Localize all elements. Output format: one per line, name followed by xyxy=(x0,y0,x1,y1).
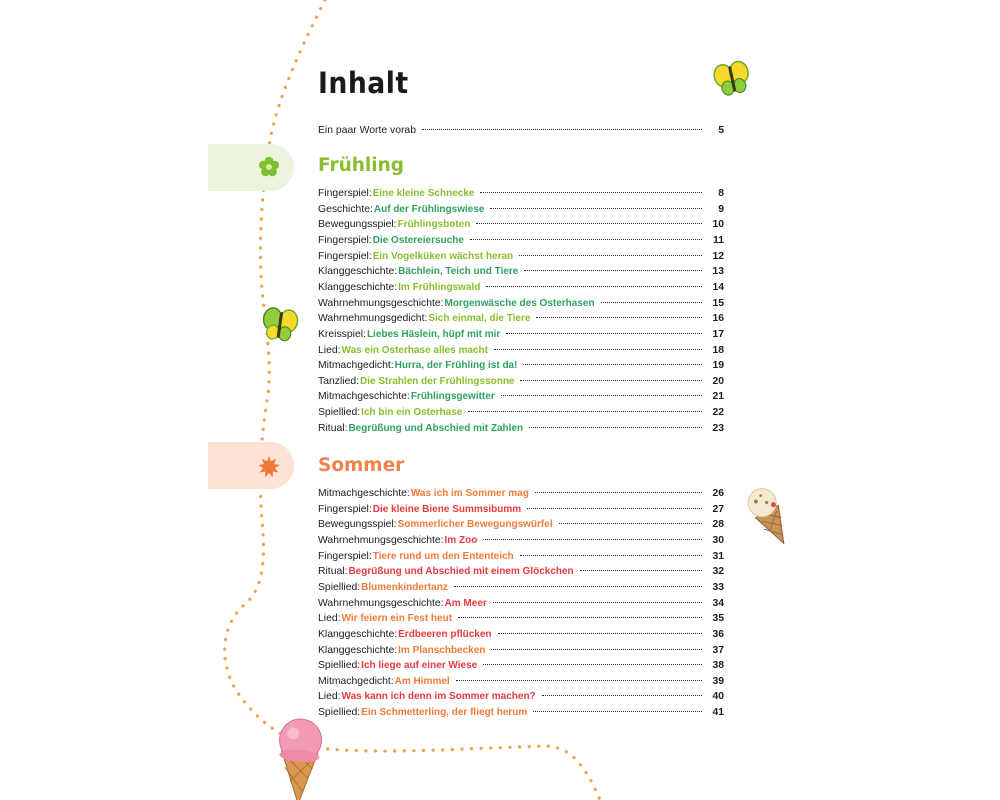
toc-row[interactable] xyxy=(318,643,724,658)
leader-dots xyxy=(483,539,702,540)
page-number: 9 xyxy=(718,203,724,215)
leader-dots xyxy=(580,570,702,571)
leader-dots xyxy=(468,411,702,412)
page-number: 41 xyxy=(712,707,724,719)
entry-genre: Wahrnehmungsgedicht: xyxy=(318,313,428,325)
flower-icon xyxy=(258,156,280,178)
entry-title: Was ich im Sommer mag xyxy=(410,488,529,499)
entry-genre: Klanggeschichte: xyxy=(318,266,398,278)
entry-genre: Ritual: xyxy=(318,566,348,578)
butterfly-icon xyxy=(261,307,299,342)
entry-genre: Fingerspiel: xyxy=(318,234,372,246)
leader-dots xyxy=(559,523,702,524)
toc-row[interactable] xyxy=(318,343,724,358)
leader-dots xyxy=(529,427,702,428)
entry-genre: Fingerspiel: xyxy=(318,250,372,262)
dotted-path xyxy=(225,0,325,742)
leader-dots xyxy=(486,286,702,287)
leader-dots xyxy=(506,333,702,334)
leader-dots xyxy=(483,664,702,665)
entry-genre: Tanzlied: xyxy=(318,375,360,387)
entry-title: Im Frühlingswald xyxy=(398,281,481,293)
entry-title: Sich einmal, die Tiere xyxy=(428,313,531,325)
leader-dots xyxy=(498,633,703,634)
leader-dots xyxy=(533,711,702,712)
toc-row[interactable] xyxy=(318,186,724,201)
page-number: 22 xyxy=(712,407,724,419)
leader-dots xyxy=(494,349,702,350)
leader-dots xyxy=(458,617,702,618)
page-number: 36 xyxy=(712,628,724,640)
toc-row[interactable] xyxy=(318,264,724,279)
entry-genre: Spiellied: xyxy=(318,660,361,672)
page-number: 15 xyxy=(712,297,724,309)
toc-row[interactable] xyxy=(318,421,724,436)
page-number: 8 xyxy=(718,188,724,199)
entry-title: Am Meer xyxy=(444,597,487,609)
entry-genre: Kreisspiel: xyxy=(318,328,366,340)
toc-row[interactable] xyxy=(318,517,724,532)
entry-title: Ein Schmetterling, der fliegt herum xyxy=(361,707,528,719)
page-number: 40 xyxy=(712,691,724,703)
entry-genre: Klanggeschichte: xyxy=(318,281,398,293)
entry-genre: Mitmachgeschichte: xyxy=(318,488,410,499)
leader-dots xyxy=(527,508,702,509)
page-number: 34 xyxy=(712,597,724,609)
entry-genre: Klanggeschichte: xyxy=(318,644,398,656)
page-title: Inhalt xyxy=(318,66,409,100)
page-number: 37 xyxy=(712,644,724,656)
entry-genre: Lied: xyxy=(318,691,341,703)
dotted-path xyxy=(318,746,600,800)
page-number: 16 xyxy=(712,313,724,325)
entry-title: Eine kleine Schnecke xyxy=(372,188,475,199)
entry-genre: Wahrnehmungsgeschichte: xyxy=(318,297,444,309)
leader-dots xyxy=(501,395,702,396)
entry-genre: Spiellied: xyxy=(318,707,361,719)
leader-dots xyxy=(519,255,702,256)
toc-row[interactable] xyxy=(318,502,724,517)
page-number: 11 xyxy=(713,234,724,246)
toc-row[interactable] xyxy=(318,689,724,704)
page-number: 21 xyxy=(712,391,724,403)
page-number: 33 xyxy=(712,581,724,593)
entry-genre: Geschichte: xyxy=(318,203,373,215)
page-number: 12 xyxy=(712,250,724,262)
entry-genre: Fingerspiel: xyxy=(318,550,372,562)
leader-dots xyxy=(542,695,702,696)
summer-tab xyxy=(208,442,294,489)
entry-genre: Mitmachgedicht: xyxy=(318,360,394,372)
entry-title: Im Zoo xyxy=(444,534,478,546)
toc-row[interactable] xyxy=(318,202,724,217)
entry-genre: Ritual: xyxy=(318,422,348,434)
toc-row[interactable] xyxy=(318,296,724,311)
page-number: 14 xyxy=(712,281,724,293)
entry-title: Die kleine Biene Summsibumm xyxy=(372,503,522,515)
page-number: 17 xyxy=(712,328,724,340)
entry-title: Die Ostereiersuche xyxy=(372,234,464,246)
butterfly-icon xyxy=(712,60,752,97)
leader-dots xyxy=(535,492,702,493)
leader-dots xyxy=(470,239,702,240)
toc-row[interactable] xyxy=(318,233,724,248)
leader-dots xyxy=(523,364,702,365)
entry-title: Blumenkindertanz xyxy=(361,581,448,593)
entry-genre: Fingerspiel: xyxy=(318,503,372,515)
entry-title: Frühlingsboten xyxy=(397,219,471,231)
leader-dots xyxy=(454,586,702,587)
toc-row[interactable] xyxy=(318,327,724,342)
page-number: 10 xyxy=(712,219,724,231)
entry-title: Wir feiern ein Fest heut xyxy=(341,613,453,625)
leader-dots xyxy=(524,270,702,271)
spring-tab xyxy=(208,144,294,191)
toc-row[interactable] xyxy=(318,533,724,548)
entry-title: Auf der Frühlingswiese xyxy=(373,203,485,215)
entry-genre: Lied: xyxy=(318,613,341,625)
toc-row[interactable] xyxy=(318,596,724,611)
ice-cream-icon xyxy=(275,718,323,800)
entry-title: Morgenwäsche des Osterhasen xyxy=(444,297,595,309)
page-number: 28 xyxy=(712,519,724,531)
page-number: 39 xyxy=(712,675,724,687)
toc-row[interactable] xyxy=(318,627,724,642)
toc-row[interactable] xyxy=(318,486,724,501)
entry-genre: Mitmachgeschichte: xyxy=(318,391,410,403)
entry-title: Frühlingsgewitter xyxy=(410,391,495,403)
entry-genre: Bewegungsspiel: xyxy=(318,519,397,531)
toc-row[interactable] xyxy=(318,611,724,626)
entry-title: Erdbeeren pflücken xyxy=(398,628,492,640)
toc-row[interactable] xyxy=(318,405,724,420)
entry-title: Ein Vogelküken wächst heran xyxy=(372,250,514,262)
leader-dots xyxy=(520,380,702,381)
toc-row[interactable] xyxy=(318,389,724,404)
toc-row[interactable] xyxy=(318,217,724,232)
leader-dots xyxy=(493,602,702,603)
leader-dots xyxy=(490,208,702,209)
entry-title: Was kann ich denn im Sommer machen? xyxy=(341,691,536,703)
leader-dots xyxy=(480,192,702,193)
toc-row[interactable] xyxy=(318,564,724,579)
toc-row[interactable] xyxy=(318,549,724,564)
ice-cream-icon xyxy=(743,484,796,550)
entry-title: Begrüßung und Abschied mit Zahlen xyxy=(348,422,524,434)
toc-row[interactable] xyxy=(318,249,724,264)
page-number: 5 xyxy=(718,125,724,136)
entry-genre: Fingerspiel: xyxy=(318,188,372,199)
page-number: 13 xyxy=(712,266,724,278)
entry-genre: Bewegungsspiel: xyxy=(318,219,397,231)
entry-title: Die Strahlen der Frühlingssonne xyxy=(360,375,515,387)
page-number: 35 xyxy=(712,613,724,625)
section-title-spring: Frühling xyxy=(318,155,405,176)
entry-title: Ich bin ein Osterhase xyxy=(361,407,463,419)
entry-genre: Spiellied: xyxy=(318,581,361,593)
toc-row[interactable] xyxy=(318,311,724,326)
entry-genre: Lied: xyxy=(318,344,341,356)
section-title-summer: Sommer xyxy=(318,455,405,476)
toc-row[interactable] xyxy=(318,358,724,373)
entry-title: Am Himmel xyxy=(394,675,450,687)
entry-title: Was ein Osterhase alles macht xyxy=(341,344,488,356)
toc-row[interactable] xyxy=(318,280,724,295)
page-number: 32 xyxy=(712,566,724,578)
page-number: 18 xyxy=(712,344,724,356)
toc-row[interactable] xyxy=(318,658,724,673)
page-number: 27 xyxy=(712,503,724,515)
leader-dots xyxy=(476,223,702,224)
leader-dots xyxy=(422,129,702,130)
page-number: 23 xyxy=(712,422,724,434)
page-number: 31 xyxy=(712,550,724,562)
toc-row[interactable] xyxy=(318,674,724,689)
entry-title: Bächlein, Teich und Tiere xyxy=(398,266,519,278)
toc-row[interactable] xyxy=(318,705,724,720)
entry-title: Hurra, der Frühling ist da! xyxy=(394,360,518,372)
toc-intro-row[interactable] xyxy=(318,123,724,138)
entry-genre: Wahrnehmungsgeschichte: xyxy=(318,597,444,609)
page-number: 19 xyxy=(712,360,724,372)
page-number: 38 xyxy=(712,660,724,672)
sun-icon xyxy=(258,456,280,478)
entry-genre: Wahrnehmungsgeschichte: xyxy=(318,534,444,546)
entry-title: Ich liege auf einer Wiese xyxy=(361,660,478,672)
entry-title: Im Planschbecken xyxy=(398,644,486,656)
entry-genre: Mitmachgedicht: xyxy=(318,675,394,687)
leader-dots xyxy=(491,649,702,650)
entry-genre: Spiellied: xyxy=(318,407,361,419)
intro-label: Ein paar Worte vorab xyxy=(318,125,416,136)
page-number: 30 xyxy=(712,534,724,546)
entry-genre: Klanggeschichte: xyxy=(318,628,398,640)
toc-row[interactable] xyxy=(318,374,724,389)
page-number: 26 xyxy=(712,488,724,499)
leader-dots xyxy=(601,302,702,303)
entry-title: Tiere rund um den Ententeich xyxy=(372,550,514,562)
page-number: 20 xyxy=(712,375,724,387)
leader-dots xyxy=(456,680,702,681)
entry-title: Liebes Häslein, hüpf mit mir xyxy=(366,328,501,340)
toc-row[interactable] xyxy=(318,580,724,595)
leader-dots xyxy=(536,317,702,318)
entry-title: Sommerlicher Bewegungswürfel xyxy=(397,519,553,531)
leader-dots xyxy=(520,555,702,556)
entry-title: Begrüßung und Abschied mit einem Glöckchen xyxy=(348,566,574,578)
